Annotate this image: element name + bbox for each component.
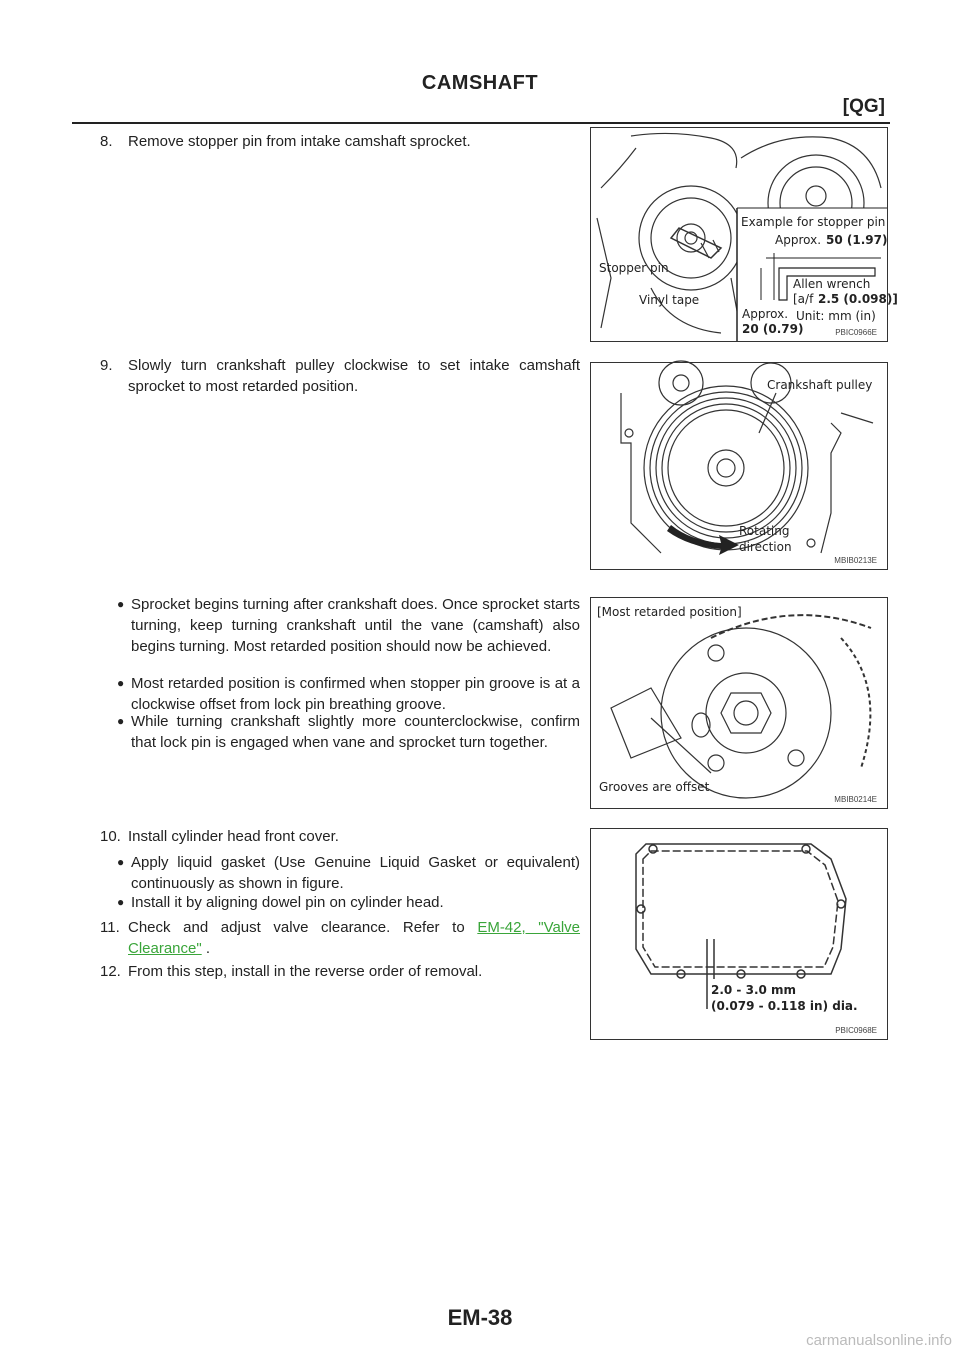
header-rule (72, 122, 890, 124)
step-text: Check and adjust valve clearance. Refer to EM-42, "Valve Clearance" . (128, 919, 581, 957)
step-8 (100, 131, 580, 152)
page-title: CAMSHAFT (421, 72, 539, 94)
example-label: Example for stopper pin (741, 215, 886, 229)
bullet-dowel-pin: ● Install it by aligning dowel pin on cylinder head. (117, 894, 444, 911)
bullet-icon: ● (117, 895, 125, 909)
af-prefix: [a/f (793, 292, 814, 306)
step-11 (100, 917, 581, 959)
crankshaft-pulley-illustration (591, 363, 887, 569)
figure-code: MBIB0213E (834, 556, 877, 565)
approx-left-label: Approx. (742, 307, 789, 321)
bullet-liquid-gasket: ● Apply liquid gasket (Use Genuine Liquid Gasket or equivalent) continuously as shown in figure. (117, 854, 580, 892)
allen-wrench-label: Allen wrench (793, 277, 871, 291)
approx-top-value: 50 (1.97) (826, 233, 888, 247)
af-value: 2.5 (0.098)] (818, 292, 898, 306)
most-retarded-label: [Most retarded position] (597, 605, 742, 619)
figure-front-cover (590, 828, 888, 1040)
step-number: 10. (100, 828, 121, 845)
step-text: Install cylinder head front cover. (128, 828, 339, 845)
dimension-in-label: (0.079 - 0.118 in) dia. (711, 999, 858, 1013)
valve-clearance-link[interactable]: EM-42, "Valve Clearance" (128, 919, 581, 957)
unit-label: Unit: mm (in) (796, 309, 876, 323)
bullet-retarded-confirm: ● Most retarded position is confirmed when stopper pin groove is at a clockwise offset from lock pin breathing groove. (117, 675, 580, 713)
figure-code: PBIC0966E (835, 328, 877, 337)
figure-stopper-pin (590, 127, 898, 342)
step-number: 9. (100, 357, 113, 374)
watermark-site: carmanualsonline.info (806, 1332, 952, 1349)
front-cover-illustration (591, 829, 887, 1039)
most-retarded-illustration (591, 598, 887, 808)
figure-most-retarded (590, 597, 888, 809)
step-text: Slowly turn crankshaft pulley clockwise to set intake camshaft sprocket to most retarded position. (128, 357, 580, 395)
rotating-label: Rotating (739, 524, 790, 538)
vinyl-tape-label: Vinyl tape (639, 293, 700, 307)
step-10 (100, 826, 580, 847)
step-12 (100, 961, 580, 982)
step-number: 12. (100, 963, 121, 980)
step-text: From this step, install in the reverse order of removal. (128, 963, 483, 980)
bullet-icon: ● (117, 714, 125, 728)
figure-code: PBIC0968E (835, 1026, 877, 1035)
pulley-label: Crankshaft pulley (767, 378, 873, 392)
grooves-label: Grooves are offset (599, 780, 710, 794)
figure-code: MBIB0214E (834, 795, 877, 804)
page-number: EM-38 (447, 1305, 513, 1330)
bullet-icon: ● (117, 676, 125, 690)
stopper-pin-label: Stopper pin (599, 261, 669, 275)
direction-label: direction (739, 540, 792, 554)
approx-top-label: Approx. (775, 233, 822, 247)
stopper-pin-illustration (591, 128, 898, 341)
approx-left-value: 20 (0.79) (742, 322, 804, 336)
dimension-mm-label: 2.0 - 3.0 mm (711, 983, 797, 997)
step-9 (100, 355, 580, 397)
step-text: Remove stopper pin from intake camshaft sprocket. (128, 133, 471, 150)
step-number: 11. (100, 919, 120, 936)
section-tag: [QG] (842, 96, 885, 117)
step-number: 8. (100, 133, 113, 150)
bullet-sprocket-turning: ● Sprocket begins turning after crankshaft does. Once sprocket starts turning, keep turning crankshaft until the vane (camshaft) also begins turning. Most retarded position should now be achieved. (117, 596, 580, 655)
figure-crankshaft-pulley (590, 362, 888, 570)
bullet-icon: ● (117, 597, 125, 611)
bullet-icon: ● (117, 855, 125, 869)
bullet-lock-pin: ● While turning crankshaft slightly more counterclockwise, confirm that lock pin is engaged when vane and sprocket turn together. (117, 713, 580, 751)
